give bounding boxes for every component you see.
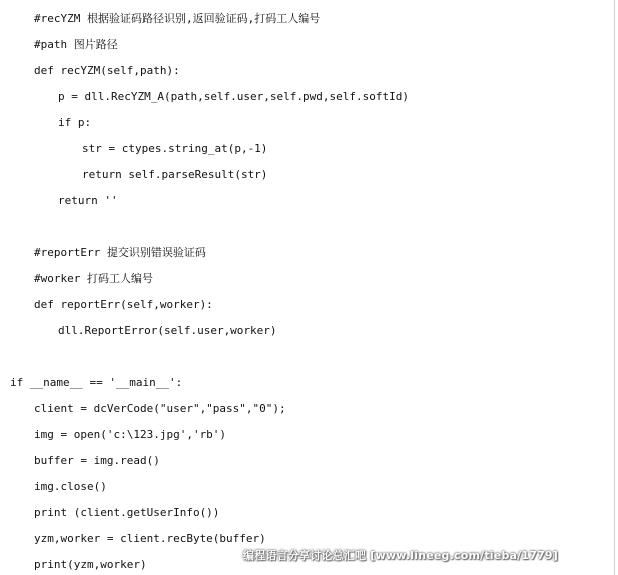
code-line: dll.ReportError(self.user,worker) [58, 324, 277, 337]
page-edge-divider [614, 0, 615, 575]
code-line: def recYZM(self,path): [34, 64, 180, 77]
code-line: #reportErr 提交识别错误验证码 [34, 246, 206, 259]
code-line: if p: [58, 116, 92, 129]
code-line: print(yzm,worker) [34, 558, 147, 571]
code-line: p = dll.RecYZM_A(path,self.user,self.pwd,self.softId) [58, 90, 409, 103]
code-line: yzm,worker = client.recByte(buffer) [34, 532, 266, 545]
code-line: #worker 打码工人编号 [34, 272, 153, 285]
code-line: #path 图片路径 [34, 38, 118, 51]
code-line: img = open('c:\123.jpg','rb') [34, 428, 227, 441]
code-line: img.close() [34, 480, 107, 493]
code-line: buffer = img.read() [34, 454, 160, 467]
code-line: print (client.getUserInfo()) [34, 506, 220, 519]
code-line: def reportErr(self,worker): [34, 298, 213, 311]
watermark-text: 编程语言分享讨论总汇吧 [www.lineeg.com/tieba/1779] [243, 549, 558, 562]
code-line: str = ctypes.string_at(p,-1) [82, 142, 268, 155]
code-line: return '' [58, 194, 118, 207]
code-line: client = dcVerCode("user","pass","0"); [34, 402, 286, 415]
code-line: if __name__ == '__main__': [10, 376, 183, 389]
code-line: return self.parseResult(str) [82, 168, 268, 181]
code-line: #recYZM 根据验证码路径识别,返回验证码,打码工人编号 [34, 12, 321, 25]
